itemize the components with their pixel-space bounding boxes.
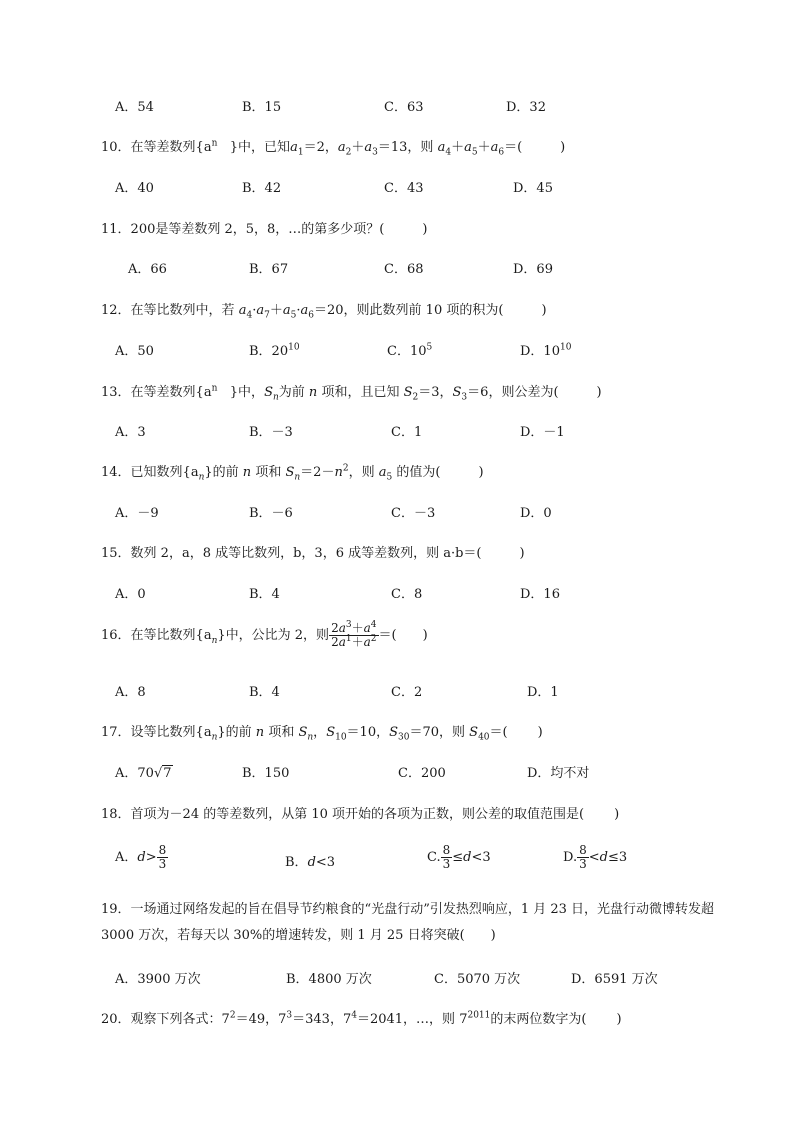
q13-option-c[interactable]: C．1 xyxy=(391,425,423,440)
question-13: 13．在等差数列{$a^n$ }中，$S_n$为前 n 项和，且已知 $S_2=3$，$S_3=6$，则公差为( ) xyxy=(101,383,602,403)
q14-option-c[interactable]: C．－3 xyxy=(391,506,436,521)
q11-option-b[interactable]: B．67 xyxy=(249,262,289,277)
question-14: 14．已知数列$\{a_n\}$的前 n 项和 $S_n=2-n^2$，则 $a_5$ 的值为( ) xyxy=(101,463,484,483)
q16-fraction: $\frac{2a^3+a^4}{2a^1+a^2}$ xyxy=(331,620,377,650)
q16-option-b[interactable]: B．4 xyxy=(249,685,280,700)
q10-option-b[interactable]: B．42 xyxy=(242,181,282,196)
q14-option-b[interactable]: B．－6 xyxy=(249,506,293,521)
q19-option-c[interactable]: C．5070 万次 xyxy=(434,972,521,987)
q11-option-a[interactable]: A．66 xyxy=(128,262,167,277)
q11-option-d[interactable]: D．69 xyxy=(513,262,553,277)
q18-option-a[interactable]: A．d> $\frac{8}{3}$ xyxy=(115,843,167,872)
q18-option-c[interactable]: C. $\frac{8}{3}$ ≤d<3 xyxy=(427,843,491,872)
q18-option-d[interactable]: D. $\frac{8}{3}$ <d≤3 xyxy=(563,843,628,872)
q13-option-d[interactable]: D．－1 xyxy=(520,425,565,440)
question-16: 16．在等比数列$\{a_n\}$中，公比为 2，则 $\frac{2a^3+a^4}{2a^1+a^2}$ ＝( ) xyxy=(101,620,428,650)
q12-option-b[interactable]: B．$20^{10}$ xyxy=(249,342,300,359)
q17-option-b[interactable]: B．150 xyxy=(242,766,290,781)
q10-option-a[interactable]: A．40 xyxy=(115,181,154,196)
q19-option-d[interactable]: D．6591 万次 xyxy=(571,972,658,987)
question-18: 18．首项为－24 的等差数列，从第 10 项开始的各项为正数，则公差的取值范围是( ) xyxy=(101,807,620,822)
q17-option-d[interactable]: D．均不对 xyxy=(527,766,590,781)
q19-option-b[interactable]: B．4800 万次 xyxy=(286,972,372,987)
question-17: 17．设等比数列$\{a_n\}$的前 n 项和 $S_n$，$S_{10}=10$，$S_{30}=70$，则 $S_{40}=$( ) xyxy=(101,725,543,743)
q16-option-d[interactable]: D．1 xyxy=(527,685,559,700)
q13-option-b[interactable]: B．－3 xyxy=(249,425,293,440)
q9-option-b[interactable]: B．15 xyxy=(242,100,282,115)
q17-option-a[interactable]: A．70√7 xyxy=(115,766,172,781)
q12-option-a[interactable]: A．50 xyxy=(115,344,154,359)
question-12: 12．在等比数列中，若 $a_4\cdot a_7+a_5\cdot a_6=20$，则此数列前 10 项的积为( ) xyxy=(101,303,547,321)
q12-option-d[interactable]: D．$10^{10}$ xyxy=(520,342,572,359)
question-11: 11．200是等差数列 2，5，8，…的第多少项？( ) xyxy=(101,222,428,237)
question-20: 20．观察下列各式：$7^2=49$，$7^3=343$，$7^4=2041$，…，则 $7^{2011}$的末两位数字为( ) xyxy=(101,1010,622,1027)
q18-option-b[interactable]: B．d<3 xyxy=(285,855,336,870)
question-19: 19．一场通过网络发起的旨在倡导节约粮食的“光盘行动”引发热烈响应，1 月 23 日，光盘行动微博转发超 3000 万次，若每天以 30%的增速转发，则 1 月 25 日将突破( ) xyxy=(101,902,715,943)
question-15: 15．数列 2，a，8 成等比数列，b，3，6 成等差数列，则 a·b＝( ) xyxy=(101,546,525,561)
q10-option-c[interactable]: C．43 xyxy=(384,181,424,196)
q15-option-d[interactable]: D．16 xyxy=(520,587,560,602)
q15-option-c[interactable]: C．8 xyxy=(391,587,423,602)
q11-option-c[interactable]: C．68 xyxy=(384,262,424,277)
q13-option-a[interactable]: A．3 xyxy=(115,425,146,440)
q16-option-c[interactable]: C．2 xyxy=(391,685,423,700)
q14-option-a[interactable]: A．－9 xyxy=(115,506,159,521)
question-10: 10．在等差数列{$a^n$ }中，已知$a_1=2$，$a_2+a_3=13$，则 $a_4+a_5+a_6=$( ) xyxy=(101,138,566,158)
q16-option-a[interactable]: A．8 xyxy=(115,685,146,700)
q9-option-c[interactable]: C．63 xyxy=(384,100,424,115)
q15-option-a[interactable]: A．0 xyxy=(115,587,146,602)
q12-option-c[interactable]: C．$10^5$ xyxy=(387,342,433,359)
q17-option-c[interactable]: C．200 xyxy=(398,766,446,781)
q9-option-a[interactable]: A．54 xyxy=(115,100,154,115)
q10-option-d[interactable]: D．45 xyxy=(513,181,553,196)
q14-option-d[interactable]: D．0 xyxy=(520,506,552,521)
q9-option-d[interactable]: D．32 xyxy=(506,100,546,115)
q19-option-a[interactable]: A．3900 万次 xyxy=(115,972,201,987)
q15-option-b[interactable]: B．4 xyxy=(249,587,280,602)
